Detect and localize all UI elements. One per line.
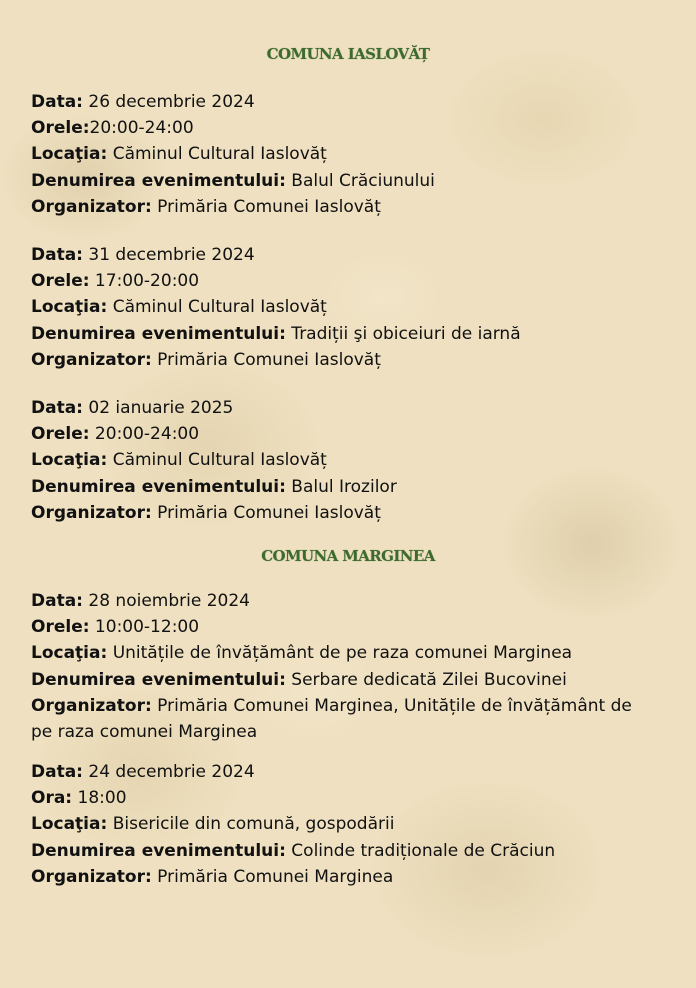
event-name-label: Denumirea evenimentului: — [31, 669, 286, 690]
event-block — [31, 588, 651, 745]
event-organizer-line — [31, 347, 651, 373]
event-block — [31, 242, 651, 373]
organizer-value: Primăria Comunei Iaslovăț — [151, 349, 381, 370]
event-date-line — [31, 588, 651, 614]
location-label: Locaţia: — [31, 297, 108, 318]
location-value: Căminul Cultural Iaslovăț — [107, 144, 327, 165]
event-name-label: Denumirea evenimentului: — [31, 840, 286, 861]
hours-value: 10:00-12:00 — [89, 617, 200, 638]
event-name-line — [31, 838, 651, 864]
date-value: 24 decembrie 2024 — [82, 762, 255, 782]
organizer-value: Primăria Comunei Iaslovăț — [151, 502, 381, 523]
event-block — [31, 395, 651, 526]
organizer-value: Primăria Comunei Marginea, Unitățile de învățământ de pe raza comunei Marginea — [31, 695, 632, 743]
event-location-line — [31, 141, 651, 167]
section-heading-marginea: COMUNA MARGINEA — [261, 547, 435, 565]
event-hours-line — [31, 115, 651, 141]
organizer-label: Organizator: — [31, 695, 152, 716]
organizer-label: Organizator: — [31, 349, 152, 370]
event-hours-line — [31, 421, 651, 447]
section-heading-iaslovat: COMUNA IASLOVĂȚ — [266, 45, 430, 63]
date-label: Data: — [31, 245, 83, 265]
event-name-value: Serbare dedicată Zilei Bucovinei — [285, 669, 567, 690]
event-location-line — [31, 447, 651, 473]
hours-label: Orele: — [31, 424, 90, 445]
event-name-line — [31, 321, 651, 347]
organizer-label: Organizator: — [31, 866, 152, 887]
event-name-line — [31, 667, 651, 693]
event-name-label: Denumirea evenimentului: — [31, 170, 286, 191]
location-label: Locaţia: — [31, 450, 108, 471]
event-hours-line — [31, 614, 651, 640]
location-value: Căminul Cultural Iaslovăț — [107, 450, 327, 471]
location-label: Locaţia: — [31, 643, 108, 664]
event-location-line — [31, 294, 651, 320]
event-name-value: Tradiții şi obiceiuri de iarnă — [285, 323, 521, 344]
event-name-line — [31, 474, 651, 500]
location-value: Bisericile din comună, gospodării — [107, 814, 395, 835]
date-label: Data: — [31, 762, 83, 782]
event-location-line — [31, 811, 651, 837]
event-name-value: Balul Irozilor — [285, 476, 397, 497]
event-date-line — [31, 395, 651, 421]
event-name-line — [31, 168, 651, 194]
hours-label: Orele: — [31, 271, 90, 292]
event-block — [31, 89, 651, 220]
event-hours-line — [31, 268, 651, 294]
location-value: Unitățile de învățământ de pe raza comunei Marginea — [107, 643, 573, 664]
organizer-value: Primăria Comunei Marginea — [151, 866, 394, 887]
hours-value: 20:00-24:00 — [89, 118, 194, 139]
event-name-label: Denumirea evenimentului: — [31, 476, 286, 497]
date-label: Data: — [31, 398, 83, 418]
date-value: 26 decembrie 2024 — [82, 92, 255, 112]
event-organizer-line — [31, 194, 651, 220]
hours-label: Ora: — [31, 788, 73, 809]
organizer-label: Organizator: — [31, 196, 152, 217]
organizer-value: Primăria Comunei Iaslovăț — [151, 196, 381, 217]
hours-value: 18:00 — [72, 788, 127, 809]
location-label: Locaţia: — [31, 144, 108, 165]
organizer-label: Organizator: — [31, 502, 152, 523]
event-location-line — [31, 640, 651, 666]
event-name-value: Balul Crăciunului — [285, 170, 435, 191]
date-value: 02 ianuarie 2025 — [82, 398, 234, 418]
location-label: Locaţia: — [31, 814, 108, 835]
event-name-value: Colinde tradiționale de Crăciun — [285, 840, 556, 861]
hours-value: 17:00-20:00 — [89, 271, 200, 292]
date-label: Data: — [31, 92, 83, 112]
date-value: 31 decembrie 2024 — [82, 245, 255, 265]
event-date-line — [31, 759, 651, 785]
event-date-line — [31, 242, 651, 268]
event-organizer-line — [31, 500, 651, 526]
event-block — [31, 759, 651, 890]
date-label: Data: — [31, 591, 83, 611]
location-value: Căminul Cultural Iaslovăț — [107, 297, 327, 318]
hours-label: Orele: — [31, 617, 90, 638]
event-name-label: Denumirea evenimentului: — [31, 323, 286, 344]
event-organizer-line — [31, 864, 651, 890]
event-date-line — [31, 89, 651, 115]
date-value: 28 noiembrie 2024 — [82, 591, 250, 611]
hours-label: Orele: — [31, 118, 90, 139]
event-hours-line — [31, 785, 651, 811]
event-organizer-line — [31, 693, 651, 745]
hours-value: 20:00-24:00 — [89, 424, 200, 445]
